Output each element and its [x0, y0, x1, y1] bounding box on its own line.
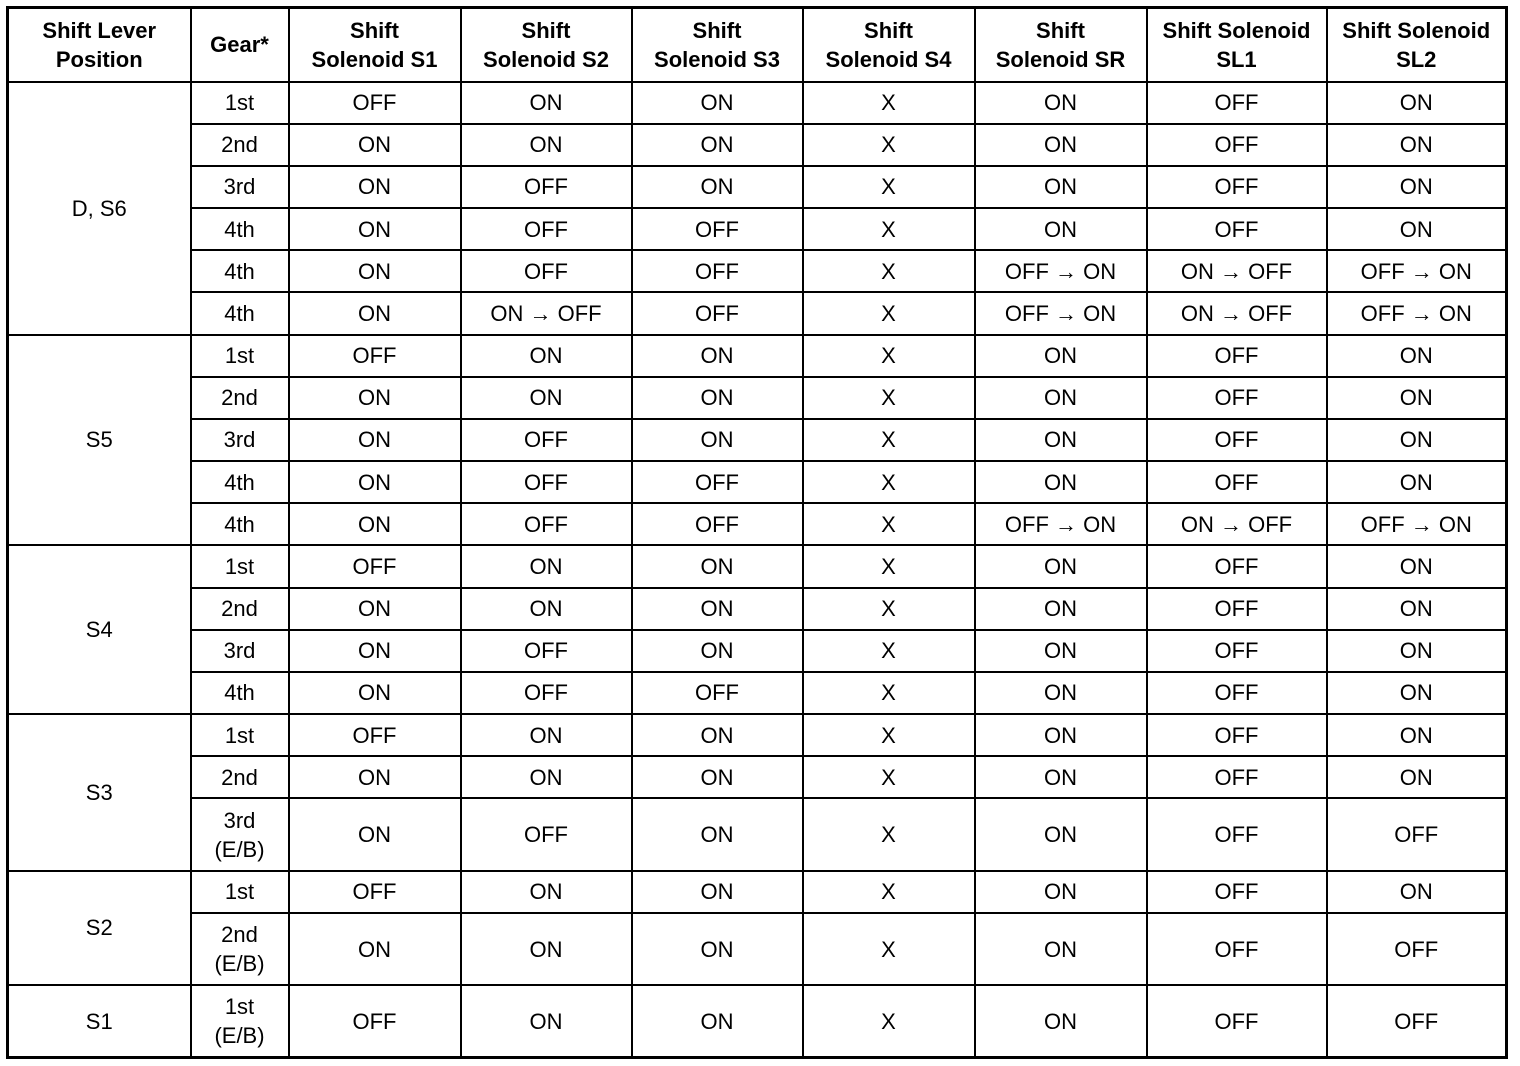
solenoid-sr-cell: ON	[975, 714, 1147, 756]
table-row	[8, 913, 1507, 985]
gear-cell: 4th	[191, 208, 289, 250]
shift-lever-position-cell: S3	[8, 714, 191, 871]
solenoid-s3-cell: ON	[632, 871, 803, 913]
solenoid-s4-cell: X	[803, 250, 975, 292]
solenoid-s1-cell: ON	[289, 503, 461, 545]
solenoid-sr-cell: ON	[975, 545, 1147, 587]
solenoid-s1-cell: ON	[289, 166, 461, 208]
table-row	[8, 250, 1507, 292]
table-row	[8, 503, 1507, 545]
solenoid-sr-cell: ON	[975, 124, 1147, 166]
solenoid-sl2-cell: OFF → ON	[1327, 503, 1507, 545]
solenoid-s4-cell: X	[803, 166, 975, 208]
solenoid-s2-cell: ON	[461, 124, 632, 166]
solenoid-sl1-cell: OFF	[1147, 985, 1327, 1057]
solenoid-sl1-cell: OFF	[1147, 124, 1327, 166]
solenoid-s4-cell: X	[803, 503, 975, 545]
solenoid-s4-cell: X	[803, 798, 975, 870]
solenoid-s2-cell: ON	[461, 913, 632, 985]
solenoid-sl2-cell: ON	[1327, 208, 1507, 250]
solenoid-sl1-cell: ON → OFF	[1147, 503, 1327, 545]
solenoid-sr-cell: ON	[975, 82, 1147, 124]
gear-cell: 1st	[191, 545, 289, 587]
gear-cell: 3rd	[191, 166, 289, 208]
solenoid-sr-cell: ON	[975, 461, 1147, 503]
solenoid-sl2-cell: ON	[1327, 588, 1507, 630]
gear-cell: 1st	[191, 714, 289, 756]
solenoid-sl2-cell: OFF	[1327, 913, 1507, 985]
shift-lever-position-cell: S4	[8, 545, 191, 714]
solenoid-sl1-cell: OFF	[1147, 714, 1327, 756]
gear-cell: 2nd (E/B)	[191, 913, 289, 985]
solenoid-sl2-cell: ON	[1327, 419, 1507, 461]
gear-cell: 1st	[191, 82, 289, 124]
solenoid-s2-cell: OFF	[461, 798, 632, 870]
solenoid-s2-cell: OFF	[461, 250, 632, 292]
solenoid-s2-cell: ON	[461, 714, 632, 756]
header-shift-lever-position: Shift Lever Position	[8, 8, 191, 82]
solenoid-sl2-cell: ON	[1327, 124, 1507, 166]
solenoid-sr-cell: ON	[975, 798, 1147, 870]
solenoid-sl2-cell: OFF → ON	[1327, 292, 1507, 334]
solenoid-s3-cell: ON	[632, 545, 803, 587]
solenoid-s3-cell: ON	[632, 630, 803, 672]
solenoid-sr-cell: ON	[975, 672, 1147, 714]
solenoid-sl2-cell: ON	[1327, 672, 1507, 714]
solenoid-sr-cell: OFF → ON	[975, 503, 1147, 545]
solenoid-sl1-cell: OFF	[1147, 461, 1327, 503]
solenoid-sr-cell: ON	[975, 630, 1147, 672]
gear-cell: 2nd	[191, 377, 289, 419]
table-row	[8, 419, 1507, 461]
table-row	[8, 545, 1507, 587]
solenoid-s1-cell: ON	[289, 588, 461, 630]
header-row	[8, 8, 1507, 82]
solenoid-s2-cell: ON	[461, 545, 632, 587]
header-solenoid-s4: Shift Solenoid S4	[803, 8, 975, 82]
solenoid-s1-cell: OFF	[289, 335, 461, 377]
solenoid-s2-cell: ON	[461, 377, 632, 419]
solenoid-s2-cell: ON	[461, 985, 632, 1057]
solenoid-s1-cell: ON	[289, 292, 461, 334]
solenoid-s1-cell: ON	[289, 250, 461, 292]
solenoid-s1-cell: ON	[289, 913, 461, 985]
solenoid-s1-cell: ON	[289, 798, 461, 870]
gear-cell: 3rd (E/B)	[191, 798, 289, 870]
solenoid-sr-cell: ON	[975, 588, 1147, 630]
solenoid-sl1-cell: OFF	[1147, 335, 1327, 377]
solenoid-sl1-cell: OFF	[1147, 377, 1327, 419]
table-row	[8, 377, 1507, 419]
solenoid-s1-cell: OFF	[289, 545, 461, 587]
solenoid-s1-cell: ON	[289, 377, 461, 419]
solenoid-s4-cell: X	[803, 588, 975, 630]
solenoid-sr-cell: ON	[975, 166, 1147, 208]
gear-cell: 2nd	[191, 588, 289, 630]
solenoid-sl1-cell: OFF	[1147, 166, 1327, 208]
solenoid-s4-cell: X	[803, 208, 975, 250]
solenoid-s2-cell: ON	[461, 335, 632, 377]
solenoid-s4-cell: X	[803, 871, 975, 913]
solenoid-sl1-cell: OFF	[1147, 871, 1327, 913]
solenoid-s1-cell: ON	[289, 124, 461, 166]
solenoid-s1-cell: OFF	[289, 714, 461, 756]
table-row	[8, 756, 1507, 798]
solenoid-s2-cell: OFF	[461, 630, 632, 672]
solenoid-s1-cell: ON	[289, 419, 461, 461]
solenoid-s4-cell: X	[803, 545, 975, 587]
table-row	[8, 82, 1507, 124]
gear-cell: 1st	[191, 871, 289, 913]
shift-lever-position-cell: S1	[8, 985, 191, 1057]
solenoid-sr-cell: OFF → ON	[975, 292, 1147, 334]
solenoid-s4-cell: X	[803, 124, 975, 166]
table-row	[8, 461, 1507, 503]
solenoid-sl2-cell: ON	[1327, 166, 1507, 208]
solenoid-s3-cell: ON	[632, 419, 803, 461]
solenoid-s2-cell: OFF	[461, 461, 632, 503]
table-body	[8, 82, 1507, 1058]
solenoid-s3-cell: OFF	[632, 461, 803, 503]
solenoid-s3-cell: ON	[632, 335, 803, 377]
solenoid-sr-cell: ON	[975, 335, 1147, 377]
solenoid-sl1-cell: OFF	[1147, 913, 1327, 985]
gear-cell: 4th	[191, 292, 289, 334]
solenoid-s4-cell: X	[803, 672, 975, 714]
solenoid-sr-cell: ON	[975, 871, 1147, 913]
solenoid-s4-cell: X	[803, 335, 975, 377]
solenoid-sl1-cell: OFF	[1147, 208, 1327, 250]
solenoid-s1-cell: OFF	[289, 871, 461, 913]
solenoid-s4-cell: X	[803, 419, 975, 461]
solenoid-s2-cell: OFF	[461, 419, 632, 461]
solenoid-s1-cell: ON	[289, 672, 461, 714]
solenoid-s3-cell: ON	[632, 714, 803, 756]
solenoid-sl1-cell: OFF	[1147, 756, 1327, 798]
gear-cell: 1st (E/B)	[191, 985, 289, 1057]
solenoid-sr-cell: ON	[975, 377, 1147, 419]
solenoid-s3-cell: ON	[632, 82, 803, 124]
solenoid-sl1-cell: OFF	[1147, 630, 1327, 672]
solenoid-s2-cell: ON	[461, 871, 632, 913]
solenoid-s4-cell: X	[803, 377, 975, 419]
solenoid-sr-cell: OFF → ON	[975, 250, 1147, 292]
solenoid-sr-cell: ON	[975, 985, 1147, 1057]
gear-cell: 4th	[191, 250, 289, 292]
solenoid-s3-cell: OFF	[632, 250, 803, 292]
header-solenoid-s3: Shift Solenoid S3	[632, 8, 803, 82]
solenoid-s3-cell: OFF	[632, 503, 803, 545]
solenoid-s3-cell: ON	[632, 377, 803, 419]
solenoid-s4-cell: X	[803, 756, 975, 798]
header-solenoid-s1: Shift Solenoid S1	[289, 8, 461, 82]
gear-cell: 1st	[191, 335, 289, 377]
solenoid-sl1-cell: OFF	[1147, 672, 1327, 714]
solenoid-s4-cell: X	[803, 985, 975, 1057]
solenoid-s1-cell: ON	[289, 756, 461, 798]
solenoid-s1-cell: OFF	[289, 82, 461, 124]
solenoid-s4-cell: X	[803, 292, 975, 334]
solenoid-sl2-cell: ON	[1327, 545, 1507, 587]
gear-cell: 3rd	[191, 419, 289, 461]
gear-cell: 2nd	[191, 756, 289, 798]
table-row	[8, 166, 1507, 208]
header-solenoid-sl2: Shift Solenoid SL2	[1327, 8, 1507, 82]
solenoid-sl2-cell: OFF	[1327, 798, 1507, 870]
table-row	[8, 714, 1507, 756]
solenoid-sl2-cell: OFF → ON	[1327, 250, 1507, 292]
solenoid-s3-cell: ON	[632, 985, 803, 1057]
solenoid-sr-cell: ON	[975, 208, 1147, 250]
solenoid-s1-cell: ON	[289, 461, 461, 503]
solenoid-s1-cell: ON	[289, 630, 461, 672]
header-solenoid-sl1: Shift Solenoid SL1	[1147, 8, 1327, 82]
solenoid-operation-table	[6, 6, 1508, 1059]
solenoid-sl2-cell: OFF	[1327, 985, 1507, 1057]
solenoid-sr-cell: ON	[975, 419, 1147, 461]
table-row	[8, 208, 1507, 250]
solenoid-sl2-cell: ON	[1327, 461, 1507, 503]
solenoid-s2-cell: ON	[461, 588, 632, 630]
solenoid-s2-cell: OFF	[461, 672, 632, 714]
solenoid-sr-cell: ON	[975, 913, 1147, 985]
solenoid-s3-cell: ON	[632, 166, 803, 208]
gear-cell: 4th	[191, 503, 289, 545]
table-row	[8, 335, 1507, 377]
table-row	[8, 798, 1507, 870]
solenoid-sl2-cell: ON	[1327, 714, 1507, 756]
solenoid-sl1-cell: ON → OFF	[1147, 292, 1327, 334]
table-row	[8, 588, 1507, 630]
solenoid-s3-cell: ON	[632, 798, 803, 870]
solenoid-s4-cell: X	[803, 913, 975, 985]
gear-cell: 2nd	[191, 124, 289, 166]
header-solenoid-sr: Shift Solenoid SR	[975, 8, 1147, 82]
solenoid-s2-cell: OFF	[461, 208, 632, 250]
gear-cell: 4th	[191, 461, 289, 503]
solenoid-s2-cell: ON	[461, 756, 632, 798]
table-row	[8, 630, 1507, 672]
header-solenoid-s2: Shift Solenoid S2	[461, 8, 632, 82]
shift-lever-position-cell: D, S6	[8, 82, 191, 335]
table-row	[8, 871, 1507, 913]
solenoid-s2-cell: OFF	[461, 503, 632, 545]
solenoid-sr-cell: ON	[975, 756, 1147, 798]
table-row	[8, 292, 1507, 334]
solenoid-s2-cell: ON	[461, 82, 632, 124]
solenoid-s4-cell: X	[803, 461, 975, 503]
solenoid-s2-cell: OFF	[461, 166, 632, 208]
solenoid-sl2-cell: ON	[1327, 82, 1507, 124]
solenoid-sl1-cell: OFF	[1147, 545, 1327, 587]
header-gear: Gear*	[191, 8, 289, 82]
solenoid-sl1-cell: OFF	[1147, 798, 1327, 870]
solenoid-sl2-cell: ON	[1327, 756, 1507, 798]
solenoid-sl1-cell: OFF	[1147, 588, 1327, 630]
gear-cell: 3rd	[191, 630, 289, 672]
solenoid-sl2-cell: ON	[1327, 335, 1507, 377]
solenoid-sl2-cell: ON	[1327, 630, 1507, 672]
solenoid-sl2-cell: ON	[1327, 377, 1507, 419]
solenoid-s3-cell: OFF	[632, 208, 803, 250]
solenoid-s3-cell: OFF	[632, 292, 803, 334]
solenoid-s1-cell: ON	[289, 208, 461, 250]
table-row	[8, 985, 1507, 1057]
shift-lever-position-cell: S5	[8, 335, 191, 546]
solenoid-sl1-cell: ON → OFF	[1147, 250, 1327, 292]
solenoid-s1-cell: OFF	[289, 985, 461, 1057]
solenoid-s3-cell: ON	[632, 913, 803, 985]
solenoid-sl2-cell: ON	[1327, 871, 1507, 913]
table-row	[8, 124, 1507, 166]
solenoid-s4-cell: X	[803, 82, 975, 124]
solenoid-s4-cell: X	[803, 630, 975, 672]
table-row	[8, 672, 1507, 714]
shift-lever-position-cell: S2	[8, 871, 191, 985]
solenoid-s3-cell: ON	[632, 588, 803, 630]
gear-cell: 4th	[191, 672, 289, 714]
solenoid-s3-cell: OFF	[632, 672, 803, 714]
solenoid-s2-cell: ON → OFF	[461, 292, 632, 334]
solenoid-sl1-cell: OFF	[1147, 82, 1327, 124]
solenoid-s3-cell: ON	[632, 124, 803, 166]
solenoid-sl1-cell: OFF	[1147, 419, 1327, 461]
solenoid-s4-cell: X	[803, 714, 975, 756]
solenoid-s3-cell: ON	[632, 756, 803, 798]
